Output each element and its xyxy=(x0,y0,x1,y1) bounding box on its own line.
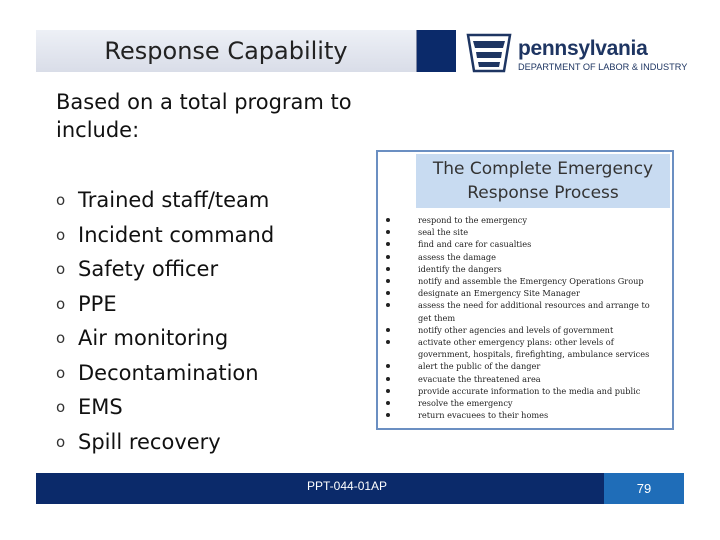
process-step xyxy=(386,324,650,336)
bullet-marker: o xyxy=(56,225,66,244)
bullet-dot xyxy=(386,255,390,259)
bullet-text: Air monitoring xyxy=(78,326,229,351)
bullet-list xyxy=(56,183,274,459)
step-text: resolve the emergency xyxy=(418,397,513,408)
process-step xyxy=(386,214,650,226)
bullet-dot xyxy=(386,389,390,393)
slide-title: Response Capability xyxy=(104,37,348,65)
bullet-text: EMS xyxy=(78,395,123,420)
list-item xyxy=(56,390,274,425)
bullet-dot xyxy=(386,230,390,234)
process-step xyxy=(386,238,650,250)
bullet-text: Spill recovery xyxy=(78,429,221,454)
process-step xyxy=(386,397,650,409)
step-text: evacuate the threatened area xyxy=(418,373,541,384)
bullet-marker: o xyxy=(56,191,66,210)
list-item xyxy=(56,425,274,460)
process-step-list xyxy=(386,214,650,421)
process-step xyxy=(386,299,650,311)
bullet-text: Trained staff/team xyxy=(78,188,270,213)
step-text: notify other agencies and levels of government xyxy=(418,324,614,335)
bullet-text: PPE xyxy=(78,291,117,316)
list-item xyxy=(56,218,274,253)
page-number-box xyxy=(604,473,684,504)
bullet-dot xyxy=(386,364,390,368)
bullet-dot xyxy=(386,267,390,271)
bullet-text: Decontamination xyxy=(78,360,259,385)
step-text: notify and assemble the Emergency Operations Group xyxy=(418,276,644,287)
bullet-dot xyxy=(386,218,390,222)
step-text: activate other emergency plans: other levels of xyxy=(418,336,614,347)
process-step xyxy=(386,275,650,287)
step-text: respond to the emergency xyxy=(418,215,528,226)
bullet-marker: o xyxy=(56,329,66,348)
logo-wordmark: pennsylvania xyxy=(518,37,648,60)
keystone-icon xyxy=(466,31,512,75)
bullet-dot xyxy=(386,291,390,295)
bullet-text: Incident command xyxy=(78,222,275,247)
process-step xyxy=(386,336,650,348)
bullet-text: Safety officer xyxy=(78,257,219,282)
step-text: assess the need for additional resources and arrange to xyxy=(418,300,650,311)
process-step-continuation xyxy=(386,312,650,324)
bullet-dot xyxy=(386,303,390,307)
bullet-dot xyxy=(386,377,390,381)
list-item xyxy=(56,252,274,287)
page-number: 79 xyxy=(636,481,652,496)
bullet-dot xyxy=(386,413,390,417)
step-text: identify the dangers xyxy=(418,263,502,274)
logo-department: DEPARTMENT OF LABOR & INDUSTRY xyxy=(518,62,688,72)
bullet-marker: o xyxy=(56,294,66,313)
step-text: get them xyxy=(418,312,456,323)
step-text: assess the damage xyxy=(418,251,497,262)
step-text: government, hospitals, firefighting, ambulance services xyxy=(418,349,650,360)
list-item xyxy=(56,183,274,218)
step-text: alert the public of the danger xyxy=(418,361,541,372)
title-box xyxy=(36,30,417,72)
figure-header xyxy=(416,154,670,208)
process-step xyxy=(386,251,650,263)
emergency-process-figure xyxy=(376,150,674,430)
process-step xyxy=(386,226,650,238)
step-text: seal the site xyxy=(418,227,469,238)
bullet-dot xyxy=(386,279,390,283)
step-text: find and care for casualties xyxy=(418,239,532,250)
bullet-dot xyxy=(386,328,390,332)
bullet-marker: o xyxy=(56,398,66,417)
intro-text: Based on a total program to include: xyxy=(56,90,352,142)
step-text: return evacuees to their homes xyxy=(418,410,549,421)
bullet-marker: o xyxy=(56,432,66,451)
bullet-dot xyxy=(386,401,390,405)
pa-logo xyxy=(466,31,696,75)
process-step xyxy=(386,385,650,397)
process-step xyxy=(386,372,650,384)
list-item xyxy=(56,287,274,322)
process-step xyxy=(386,360,650,372)
list-item xyxy=(56,321,274,356)
figure-title-line1: The Complete Emergency xyxy=(432,159,654,179)
bullet-dot xyxy=(386,340,390,344)
figure-title-line2: Response Process xyxy=(467,183,619,203)
bullet-marker: o xyxy=(56,363,66,382)
step-text: provide accurate information to the media and public xyxy=(418,385,641,396)
bullet-dot xyxy=(386,242,390,246)
step-text: designate an Emergency Site Manager xyxy=(418,288,580,299)
list-item xyxy=(56,356,274,391)
process-step xyxy=(386,287,650,299)
process-step-continuation xyxy=(386,348,650,360)
footer-code: PPT-044-01AP xyxy=(307,479,388,493)
process-step xyxy=(386,263,650,275)
bullet-marker: o xyxy=(56,260,66,279)
process-step xyxy=(386,409,650,421)
